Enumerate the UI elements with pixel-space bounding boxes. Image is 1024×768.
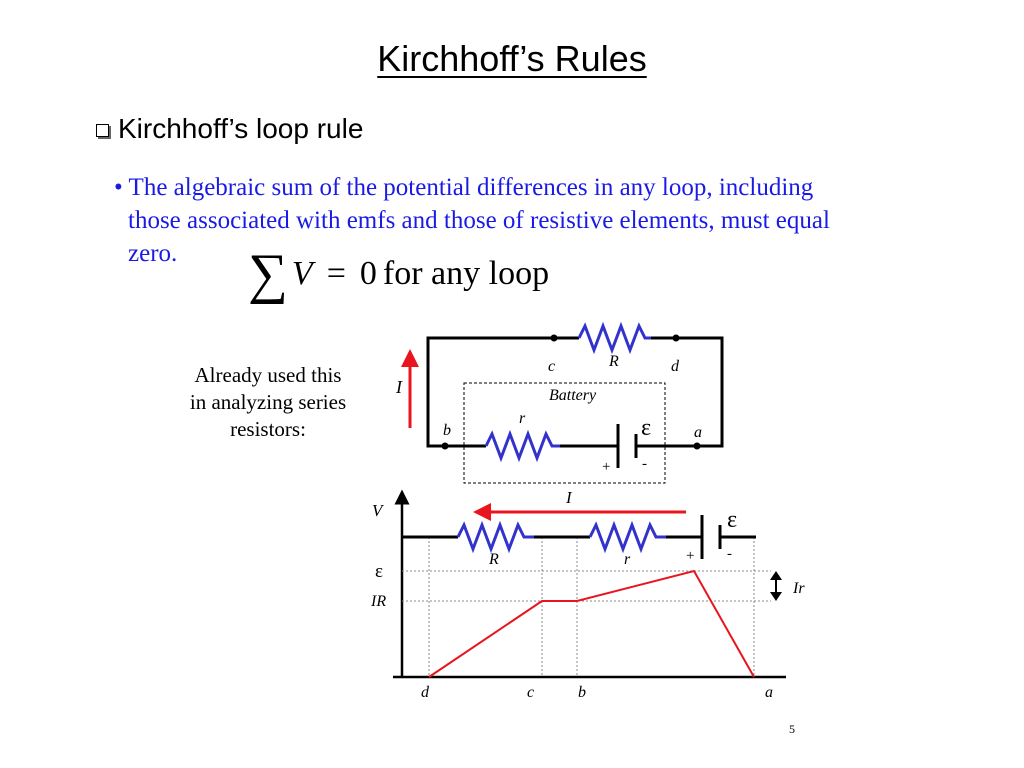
node-d-label: d [671,358,679,375]
definition-line-3: zero. [128,240,178,267]
definition-line-1: • The algebraic sum of the potential differences in any loop, including [114,174,814,201]
resistor-r-zigzag [486,434,560,458]
circuit-diagram [395,326,722,483]
x-label-a: a [765,684,773,701]
potential-curve [429,571,754,677]
note-line-2: in analyzing series [189,390,347,414]
formula-zero: 0 [359,255,377,292]
node-b-dot [442,443,449,450]
definition-line-2: those associated with emfs and those of resistive elements, must equal [128,207,830,234]
bullet-loop-rule-text: Kirchhoff’s loop rule [118,113,364,144]
plot-resistor-r-label: r [624,551,631,568]
plot-y-label: V [372,501,383,520]
x-label-b: b [578,684,586,701]
ir-bracket-arrow-up [770,571,782,580]
node-c-dot [551,335,558,342]
page-number: 5 [789,722,795,736]
potential-plot [370,488,805,701]
strip-resistor-r [590,525,666,549]
slide-title-text: Kirchhoff’s Rules [377,38,647,79]
plot-minus-sign: - [727,546,732,562]
battery-plus-sign: + [602,459,611,475]
node-a-dot [694,443,701,450]
formula-variable: V [291,255,313,292]
resistor-R-zigzag [579,326,651,350]
plot-emf-tick: ε [375,561,383,582]
x-label-c: c [527,684,535,701]
x-label-d: d [421,684,429,701]
node-c-label: c [548,358,556,375]
node-a-label: a [694,424,702,441]
note-line-3: resistors: [230,417,306,441]
circuit-wire-right [642,338,722,446]
resistor-r-label: r [519,410,526,427]
plot-plus-sign: + [686,548,695,564]
node-b-label: b [443,422,451,439]
sum-symbol: ∑ [248,243,288,305]
plot-resistor-R-label: R [489,551,499,568]
resistor-R-label: R [609,353,619,370]
formula-condition: for any loop [382,255,550,292]
battery-minus-sign: - [642,456,647,472]
circuit-current-label: I [396,377,402,397]
plot-guides [402,537,771,677]
node-d-dot [673,335,680,342]
plot-emf-symbol: ε [727,507,738,533]
battery-label: Battery [549,387,597,404]
ir-bracket-arrow-down [770,592,782,601]
circuit-emf-symbol: ε [641,415,652,441]
strip-resistor-R [458,525,534,549]
formula-equals: = [326,255,346,292]
plot-current-label: I [566,488,572,507]
note-line-1: Already used this [194,363,342,387]
plot-ir-tick: IR [371,593,387,610]
plot-ir-drop-label: Ir [793,580,805,597]
